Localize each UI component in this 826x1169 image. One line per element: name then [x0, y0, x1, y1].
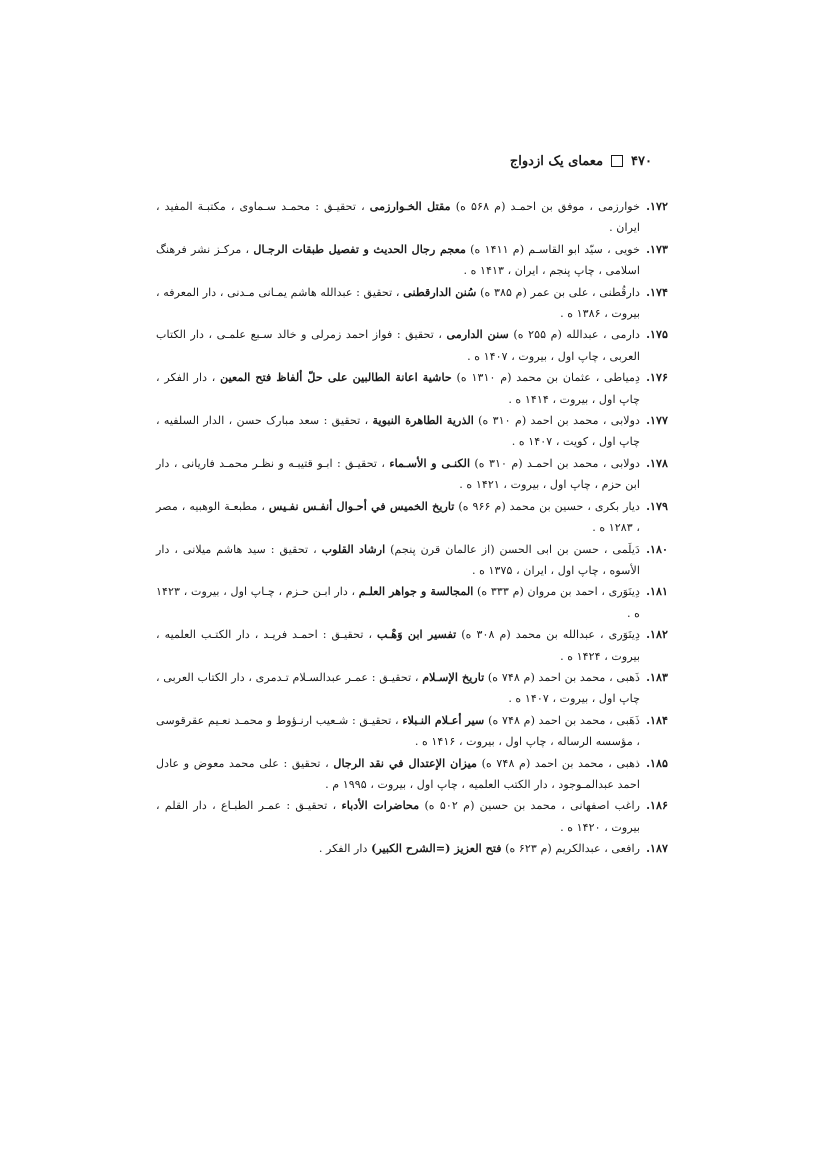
entry-number: ۱۸۷.: [646, 841, 668, 856]
bibliography-entry: [156, 496, 668, 539]
entry-author: خویی ، سیّد ابو القاسـم (م ۱۴۱۱ ه): [466, 242, 640, 256]
entry-text: [156, 753, 640, 796]
entry-author: دارقُطنی ، علی بن عمر (م ۳۸۵ ه): [476, 285, 641, 299]
entry-publication: ، دار ابـن حـزم ، چـاپ اول ، بیروت ، ۱۴۲۳ ه .: [156, 585, 640, 620]
entry-author: دِینَوَری ، عبدالله بن محمد (م ۳۰۸ ه): [456, 628, 640, 642]
entry-text: [156, 581, 640, 624]
entry-publication: ، تحقیق : سید هاشم میلانی ، دار الأسوه ، چاپ اول ، ایران ، ۱۳۷۵ ه .: [156, 542, 640, 577]
entry-publication: ، تحقیـق : عمـر الطبـاع ، دار القلم ، بیروت ، ۱۴۲۰ ه .: [156, 799, 640, 834]
entry-publication: ، مرکـز نشر فرهنگ اسلامی ، چاپ پنجم ، ایران ، ۱۴۱۳ ه .: [156, 242, 640, 278]
book-title: معمای یک ازدواج: [509, 153, 604, 169]
entry-number: ۱۸۶.: [646, 798, 668, 813]
entry-work-title: سُنن الدارقطنی: [403, 284, 477, 299]
bibliography-entry: [156, 795, 668, 838]
entry-text: [156, 324, 640, 367]
entry-work-title: میزان الإعتدال في نقد الرجال: [333, 755, 478, 770]
entry-work-title: سیر أعـلام النـبلاء: [402, 712, 485, 727]
entry-author: راغب اصفهانی ، محمد بن حسین (م ۵۰۲ ه): [419, 799, 641, 813]
entry-work-title: مقتل الخـوارزمی: [369, 199, 451, 213]
entry-publication: ، تحقیـق : محمـد سـماوی ، مکتبـة المفید ، ایران .: [156, 200, 640, 235]
running-header: [510, 150, 652, 172]
entry-text: [156, 496, 640, 539]
entry-number: ۱۷۶.: [646, 370, 668, 385]
bibliography-entry: [156, 581, 668, 624]
entry-author: ذهبی ، محمد بن احمد (م ۷۴۸ ه): [477, 756, 641, 770]
entry-number: ۱۷۸.: [646, 455, 668, 470]
entry-text: [156, 667, 640, 710]
entry-publication: ، مطبعـة الوهبیه ، مصر ، ۱۲۸۳ ه .: [156, 499, 640, 535]
entry-number: ۱۸۱.: [646, 584, 668, 599]
square-icon: [611, 155, 623, 167]
entry-number: ۱۷۲.: [646, 199, 668, 213]
entry-author: دولابی ، محمد بن احمـد (م ۳۱۰ ه): [470, 456, 640, 470]
entry-text: [156, 624, 640, 667]
entry-work-title: ارشاد القلوب: [321, 541, 386, 556]
entry-number: ۱۷۳.: [646, 241, 668, 256]
entry-text: [156, 453, 640, 496]
entry-text: [156, 367, 640, 410]
entry-work-title: فتح العزیز (=الشرح الکبیر): [371, 841, 502, 856]
entry-work-title: محاضرات الأدباء: [341, 798, 420, 813]
bibliography-entry: [156, 282, 668, 325]
page-number: ۴۷۰: [631, 153, 652, 169]
bibliography-entry: [156, 539, 668, 582]
entry-publication: ، تحقیق : عبدالله هاشم یمـانی مـدنی ، دار المعرفه ، بیروت ، ۱۳۸۶ ه .: [156, 285, 640, 321]
entry-author: دیار بکری ، حسین بن محمد (م ۹۶۶ ه): [454, 499, 640, 513]
bibliography-entry: [156, 753, 668, 796]
entry-work-title: سنن الدارمی: [446, 327, 509, 342]
entry-author: دِینَوَری ، احمد بن مروان (م ۳۳۳ ه): [473, 585, 640, 599]
entry-text: [156, 196, 640, 239]
entry-number: ۱۸۰.: [646, 541, 668, 556]
entry-author: ذَهَبی ، محمد بن احمد (م ۷۴۸ ه): [484, 713, 641, 727]
entry-text: [156, 239, 640, 282]
entry-number: ۱۸۳.: [646, 669, 668, 684]
entry-text: [156, 539, 640, 582]
entry-author: دارمی ، عبدالله (م ۲۵۵ ه): [508, 328, 640, 342]
entry-text: [156, 282, 640, 325]
bibliography-entry: [156, 324, 668, 367]
entry-number: ۱۷۹.: [646, 498, 668, 513]
entry-work-title: تاریخ الإسـلام: [422, 669, 485, 684]
entry-publication: ، تحقیـق : ابـو قتیبـه و نظـر محمـد فاریانی ، دار ابن حزم ، چاپ اول ، بیروت ، ۱۴۲۱ ه .: [156, 456, 640, 492]
entry-work-title: حاشیة اعانة الطالبین علی حلّ ألفاظ فتح المعین: [220, 370, 452, 385]
bibliography-list: [156, 196, 668, 860]
entry-publication: ، تحقیـق : عمـر عبدالسـلام تـدمری ، دار الکتاب العربی ، چاپ اول ، بیروت ، ۱۴۰۷ ه .: [156, 670, 640, 706]
entry-author: دولابی ، محمد بن احمد (م ۳۱۰ ه): [473, 414, 641, 428]
entry-publication: ، تحقیق : علی محمد معوض و عادل احمد عبدالمـوجود ، دار الکتب العلمیه ، چاپ اول ، بیروت ، ۱۹۹۵ م .: [156, 756, 640, 791]
bibliography-entry: [156, 196, 668, 239]
entry-publication: ، دار الفکر ، چاپ اول ، بیروت ، ۱۴۱۴ ه .: [156, 371, 640, 406]
entry-work-title: معجم رجال الحدیث و تفصیل طبقات الرجـال: [253, 241, 467, 256]
entry-text: [156, 410, 640, 453]
bibliography-entry: [156, 239, 668, 282]
bibliography-entry: [156, 624, 668, 667]
entry-number: ۱۸۴.: [646, 712, 668, 727]
entry-text: [156, 838, 640, 859]
entry-publication: دار الفکر .: [318, 842, 372, 856]
bibliography-entry: [156, 410, 668, 453]
entry-author: دَیلَمی ، حسن بن ابی الحسن (از عالمان قرن پنجم): [385, 542, 640, 556]
entry-text: [156, 795, 640, 838]
entry-number: ۱۷۴.: [646, 284, 668, 299]
entry-number: ۱۸۵.: [646, 755, 668, 770]
bibliography-entry: [156, 710, 668, 753]
entry-publication: ، تحقیـق : شـعیب ارنـؤوط و محمـد نعـیم عقرقوسی ، مؤسسه الرساله ، چاپ اول ، بیروت ، ۱۴۱۶ ه .: [156, 713, 640, 749]
entry-work-title: تفسیر ابن وَهْـب: [377, 627, 457, 642]
entry-publication: ، تحقیق : فواز احمد زمرلی و خالد سـبع علمـی ، دار الکتاب العربی ، چاپ اول ، بیروت ، ۱۴۰۷ ه .: [156, 328, 640, 363]
entry-work-title: تاریخ الخمیس في أحـوال أنفـس نفـیس: [268, 498, 455, 513]
bibliography-entry: [156, 667, 668, 710]
bibliography-entry: [156, 838, 668, 859]
entry-text: [156, 710, 640, 753]
entry-author: خوارزمی ، موفق بن احمـد (م ۵۶۸ ه): [450, 200, 641, 213]
entry-publication: ، تحقیق : سعد مبارک حسن ، الدار السلفیه ، چاپ اول ، کویت ، ۱۴۰۷ ه .: [156, 414, 640, 449]
bibliography-entry: [156, 367, 668, 410]
entry-work-title: الکنـی و الأسـماء: [389, 455, 471, 470]
entry-work-title: المجالسة و جواهر العلـم: [358, 584, 474, 599]
entry-number: ۱۷۵.: [646, 327, 668, 342]
entry-author: ذَهبی ، محمد بن احمد (م ۷۴۸ ه): [484, 670, 640, 684]
entry-number: ۱۸۲.: [646, 627, 668, 642]
bibliography-entry: [156, 453, 668, 496]
entry-author: رافعی ، عبدالکریم (م ۶۲۳ ه): [501, 842, 640, 856]
entry-work-title: الذریة الطاهرة النبویة: [372, 413, 474, 428]
entry-author: دِمیاطی ، عثمان بن محمد (م ۱۳۱۰ ه): [451, 371, 641, 385]
entry-number: ۱۷۷.: [646, 413, 668, 428]
entry-publication: ، تحقیـق : احمـد فریـد ، دار الکتـب العلمیه ، بیروت ، ۱۴۲۴ ه .: [156, 628, 640, 663]
